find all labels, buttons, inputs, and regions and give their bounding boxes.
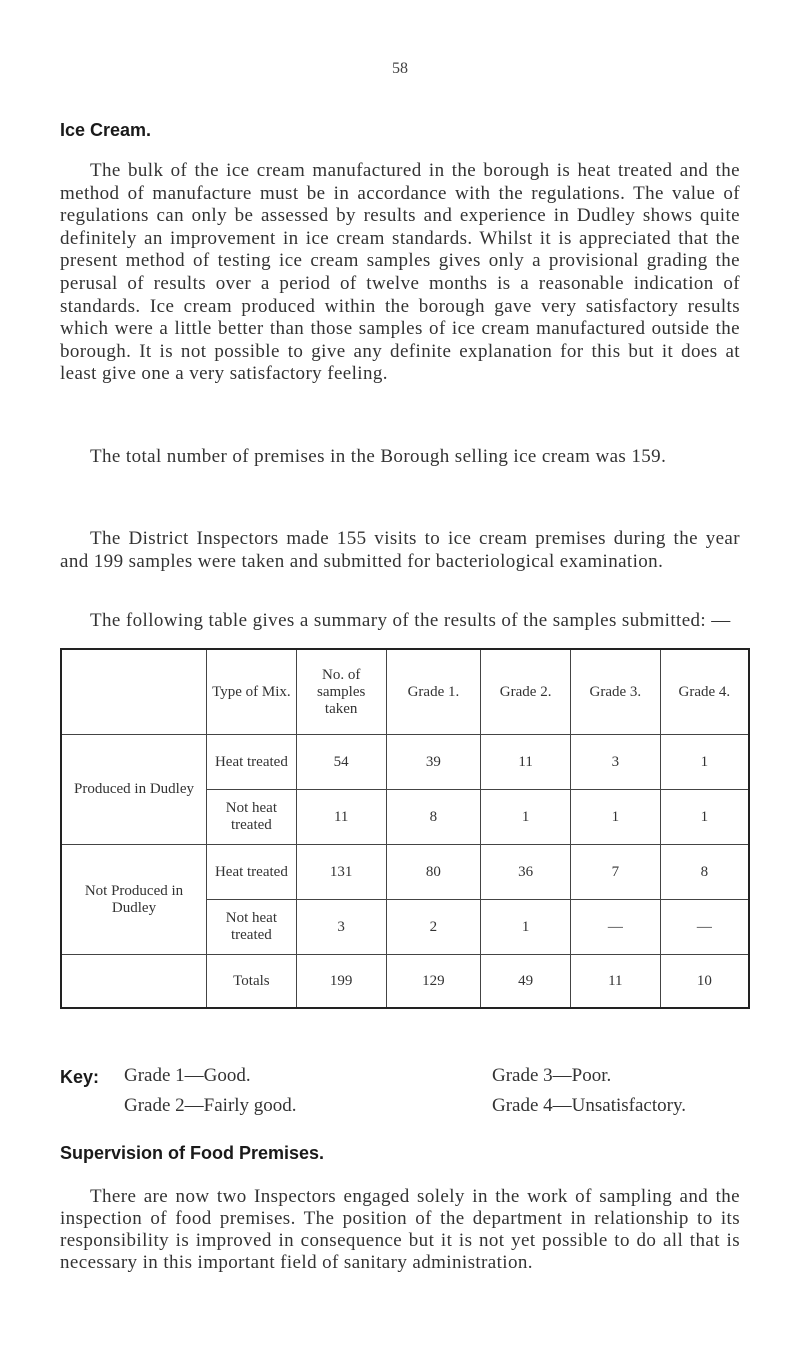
key-item: Grade 3—Poor. <box>492 1065 612 1086</box>
grade-1-cell: 39 <box>386 735 481 790</box>
table-row <box>61 845 749 900</box>
grade-4-cell: 1 <box>660 735 749 790</box>
table-header-cell: Grade 1. <box>386 649 481 735</box>
grade-3-cell: — <box>570 900 660 955</box>
totals-label: Totals <box>207 955 297 1009</box>
grade-2-cell: 1 <box>481 900 571 955</box>
grade-1-cell: 80 <box>386 845 481 900</box>
group-label: Not Produced in Dudley <box>61 845 207 955</box>
supervision-heading: Supervision of Food Premises. <box>60 1143 325 1163</box>
table-header-cell <box>61 649 207 735</box>
totals-grade-1-cell: 129 <box>386 955 481 1009</box>
totals-grade-3-cell: 11 <box>570 955 660 1009</box>
table-header-cell: Grade 3. <box>570 649 660 735</box>
group-label: Produced in Dudley <box>61 735 207 845</box>
table-header-cell: No. of samples taken <box>296 649 386 735</box>
ice-cream-paragraph-2: The total number of premises in the Borough selling ice cream was 159. <box>90 446 667 467</box>
totals-samples-cell: 199 <box>296 955 386 1009</box>
grade-1-cell: 8 <box>386 790 481 845</box>
grade-4-cell: 1 <box>660 790 749 845</box>
samples-cell: 54 <box>296 735 386 790</box>
table-row <box>61 735 749 790</box>
grade-4-cell: — <box>660 900 749 955</box>
table-header-cell: Grade 2. <box>481 649 571 735</box>
samples-cell: 131 <box>296 845 386 900</box>
ice-cream-paragraph-1: The bulk of the ice cream manufactured in the borough is heat treated and the method of manufacture must be in accordance with the regulations. The value of regulations can only be assessed by results and experience in Dudley shows quite definitely an improvement in ice cream standards. Whilst it is appreciated that the present method of testing ice cream samples gives only a provisional grading the perusal of results over a period of twelve months is a reasonable indication of standards. Ice cream produced within the borough gave very satisfactory results which were a little better than those samples of ice cream manufactured outside the borough. It is not possible to give any definite explanation for this but it does at least give one a very satisfactory feeling. <box>60 160 740 385</box>
key-item: Grade 1—Good. <box>124 1065 251 1086</box>
grade-3-cell: 7 <box>570 845 660 900</box>
grade-2-cell: 36 <box>481 845 571 900</box>
grade-2-cell: 1 <box>481 790 571 845</box>
samples-cell: 3 <box>296 900 386 955</box>
grade-3-cell: 1 <box>570 790 660 845</box>
table-header-row <box>61 649 749 735</box>
key-item: Grade 2—Fairly good. <box>124 1095 297 1116</box>
totals-empty-cell <box>61 955 207 1009</box>
totals-grade-4-cell: 10 <box>660 955 749 1009</box>
mix-type-cell: Not heat treated <box>207 900 297 955</box>
grade-1-cell: 2 <box>386 900 481 955</box>
grade-2-cell: 11 <box>481 735 571 790</box>
page-number: 58 <box>392 60 408 77</box>
key-item: Grade 4—Unsatisfactory. <box>492 1095 686 1116</box>
key-label: Key: <box>60 1067 100 1087</box>
mix-type-cell: Heat treated <box>207 845 297 900</box>
totals-row <box>61 955 749 1009</box>
supervision-paragraph-1: There are now two Inspectors engaged solely in the work of sampling and the inspection of food premises. The position of the department in relationship to its responsibility is improved in consequence but it is not yet possible to do all that is necessary in this important field of sanitary administration. <box>60 1186 740 1273</box>
grade-4-cell: 8 <box>660 845 749 900</box>
totals-grade-2-cell: 49 <box>481 955 571 1009</box>
samples-cell: 11 <box>296 790 386 845</box>
ice-cream-paragraph-3: The District Inspectors made 155 visits to ice cream premises during the year and 199 samples were taken and submitted for bacteriological examination. <box>60 528 740 572</box>
mix-type-cell: Not heat treated <box>207 790 297 845</box>
table-header-cell: Type of Mix. <box>207 649 297 735</box>
ice-cream-heading: Ice Cream. <box>60 120 152 140</box>
grade-3-cell: 3 <box>570 735 660 790</box>
ice-cream-paragraph-4: The following table gives a summary of the results of the samples submitted: — <box>90 610 731 631</box>
ice-cream-results-table <box>60 648 750 1009</box>
table-header-cell: Grade 4. <box>660 649 749 735</box>
mix-type-cell: Heat treated <box>207 735 297 790</box>
